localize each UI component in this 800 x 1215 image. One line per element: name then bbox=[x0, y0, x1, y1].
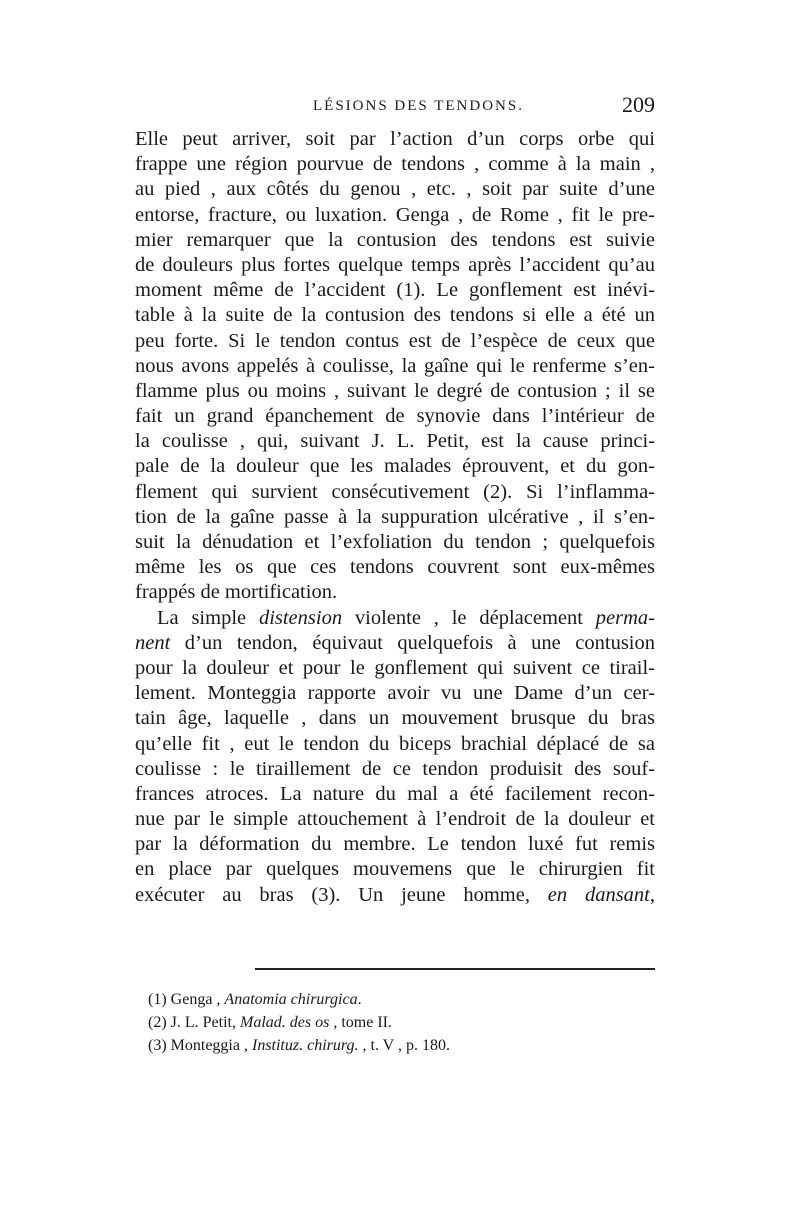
footnote-title: Instituz. chirurg. bbox=[251, 1037, 359, 1054]
footnote-ref: (3) Monteggia , bbox=[148, 1037, 252, 1054]
running-head: LÉSIONS DES TENDONS. bbox=[313, 98, 524, 114]
footnote-rest: . bbox=[357, 991, 362, 1008]
footnote-ref: (2) J. L. Petit, bbox=[148, 1014, 240, 1031]
text-run: exécuter au bras (3). Un jeune homme, bbox=[135, 883, 548, 906]
footnotes bbox=[148, 988, 655, 1057]
text-line: au pied , aux côtés du genou , etc. , soit par suite d’une bbox=[135, 178, 655, 201]
footnote-rest: , tome II. bbox=[329, 1014, 392, 1031]
text-line bbox=[135, 631, 655, 656]
footnote-rule bbox=[255, 968, 655, 970]
body-text bbox=[135, 127, 655, 908]
text-run: violente , le déplacement bbox=[342, 606, 596, 629]
text-line: même les os que ces tendons couvrent sont eux-mêmes bbox=[135, 556, 655, 579]
text-line: moment même de l’accident (1). Le gonflement est inévi- bbox=[135, 279, 655, 302]
text-line: pour la douleur et pour le gonflement qui suivent ce tirail- bbox=[135, 656, 655, 679]
text-line: en place par quelques mouvemens que le chirurgien fit bbox=[135, 858, 655, 881]
text-line: la coulisse , qui, suivant J. L. Petit, est la cause princi- bbox=[135, 430, 655, 453]
text-line: tion de la gaîne passe à la suppuration ulcérative , il s’en- bbox=[135, 505, 655, 528]
text-run: d’un tendon, équivaut quelquefois à une contusion bbox=[170, 631, 655, 654]
page-header bbox=[135, 92, 655, 122]
text-line: entorse, fracture, ou luxation. Genga , de Rome , fit le pre- bbox=[135, 203, 655, 226]
footnote-ref: (1) Genga , bbox=[148, 991, 225, 1008]
text-line: nue par le simple attouchement à l’endroit de la douleur et bbox=[135, 808, 655, 831]
footnote-title: Anatomia chirurgica bbox=[224, 991, 358, 1008]
text-line: coulisse : le tiraillement de ce tendon produisit des souf- bbox=[135, 757, 655, 780]
text-line: tain âge, laquelle , dans un mouvement brusque du bras bbox=[135, 707, 655, 730]
footnote bbox=[148, 1034, 655, 1057]
text-line bbox=[135, 883, 655, 908]
text-line: flement qui survient consécutivement (2). Si l’inflamma- bbox=[135, 480, 655, 503]
italic-term: nent bbox=[135, 631, 171, 654]
text-run: La simple bbox=[157, 606, 259, 629]
text-line: de douleurs plus fortes quelque temps après l’accident qu’au bbox=[135, 253, 655, 276]
text-line: frances atroces. La nature du mal a été facilement recon- bbox=[135, 782, 655, 805]
text-line: frappés de mortification. bbox=[135, 581, 338, 604]
page-number: 209 bbox=[622, 92, 655, 117]
footnote bbox=[148, 1011, 655, 1034]
text-line: peu forte. Si le tendon contus est de l’espèce de ceux que bbox=[135, 329, 655, 352]
text-run: , bbox=[649, 883, 656, 906]
text-line: table à la suite de la contusion des tendons si elle a été un bbox=[135, 304, 655, 327]
text-line: flamme plus ou moins , suivant le degré de contusion ; il se bbox=[135, 379, 655, 402]
italic-term: en dansant bbox=[547, 883, 650, 906]
text-line: lement. Monteggia rapporte avoir vu une Dame d’un cer- bbox=[135, 682, 655, 705]
text-line bbox=[135, 606, 655, 631]
footnote-title: Malad. des os bbox=[240, 1014, 330, 1031]
text-line: qu’elle fit , eut le tendon du biceps brachial déplacé de sa bbox=[135, 732, 655, 755]
italic-term: perma- bbox=[595, 606, 655, 629]
text-line: frappe une région pourvue de tendons , comme à la main , bbox=[135, 153, 655, 176]
footnote bbox=[148, 988, 655, 1011]
footnote-rest: , t. V , p. 180. bbox=[358, 1037, 450, 1054]
text-line: Elle peut arriver, soit par l’action d’un corps orbe qui bbox=[135, 128, 655, 150]
text-line: suit la dénudation et l’exfoliation du tendon ; quelquefois bbox=[135, 531, 655, 553]
text-line: pale de la douleur que les malades éprouvent, et du gon- bbox=[135, 455, 655, 478]
text-line: par la déformation du membre. Le tendon luxé fut remis bbox=[135, 833, 655, 856]
italic-term: distension bbox=[258, 606, 343, 629]
text-line: fait un grand épanchement de synovie dans l’intérieur de bbox=[135, 405, 655, 428]
text-line: nous avons appelés à coulisse, la gaîne qui le renferme s’en- bbox=[135, 354, 655, 377]
text-line: mier remarquer que la contusion des tendons est suivie bbox=[135, 228, 655, 251]
